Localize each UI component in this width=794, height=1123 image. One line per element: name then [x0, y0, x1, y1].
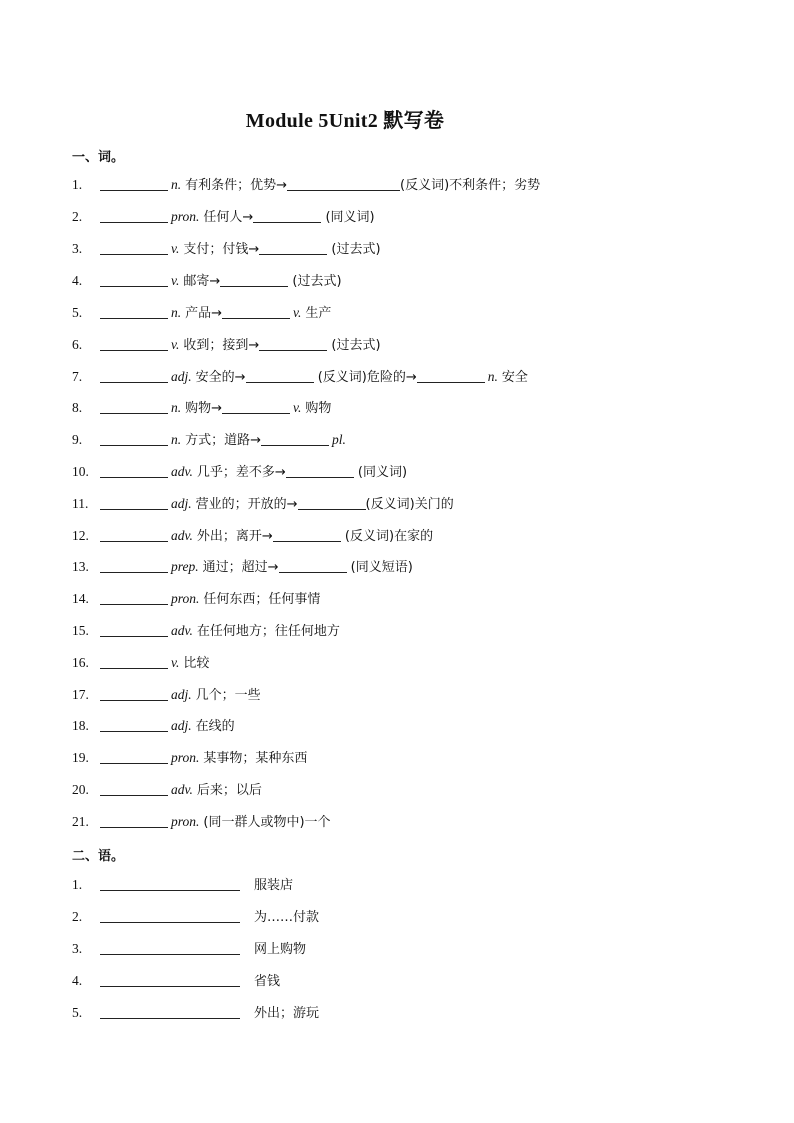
- word-item: 3. v. 支付；付钱→ (过去式): [72, 241, 381, 257]
- word-item: 18. adj. 在线的: [72, 718, 235, 734]
- answer-blank[interactable]: [100, 368, 168, 383]
- word-item: 5. n. 产品→ v. 生产: [72, 305, 332, 321]
- word-item: 8. n. 购物→ v. 购物: [72, 400, 332, 416]
- answer-blank[interactable]: [286, 463, 354, 478]
- answer-blank[interactable]: [100, 240, 168, 255]
- word-item: 13. prep. 通过；超过→ (同义短语): [72, 559, 413, 575]
- answer-blank[interactable]: [100, 781, 168, 796]
- section-heading-phrases: 二、语。: [72, 849, 125, 864]
- answer-blank[interactable]: [100, 336, 168, 351]
- phrase-item: 5. 外出；游玩: [72, 1005, 320, 1021]
- answer-blank[interactable]: [259, 240, 327, 255]
- word-item: 9. n. 方式；道路→ pl.: [72, 432, 346, 448]
- page-title: Module 5Unit2 默写卷: [245, 110, 445, 132]
- answer-blank[interactable]: [100, 176, 168, 191]
- answer-blank[interactable]: [100, 654, 168, 669]
- word-item: 17. adj. 几个；一些: [72, 687, 261, 703]
- word-item: 14. pron. 任何东西；任何事情: [72, 591, 321, 607]
- answer-blank[interactable]: [100, 972, 240, 987]
- answer-blank[interactable]: [100, 558, 168, 573]
- answer-blank[interactable]: [100, 622, 168, 637]
- word-item: 7. adj. 安全的→ (反义词)危险的→ n. 安全: [72, 369, 528, 385]
- answer-blank[interactable]: [253, 208, 321, 223]
- answer-blank[interactable]: [298, 495, 366, 510]
- answer-blank[interactable]: [100, 431, 168, 446]
- answer-blank[interactable]: [100, 495, 168, 510]
- answer-blank[interactable]: [261, 431, 329, 446]
- word-item: 20. adv. 后来；以后: [72, 782, 262, 798]
- answer-blank[interactable]: [222, 399, 290, 414]
- answer-blank[interactable]: [259, 336, 327, 351]
- answer-blank[interactable]: [100, 304, 168, 319]
- answer-blank[interactable]: [246, 368, 314, 383]
- answer-blank[interactable]: [100, 908, 240, 923]
- answer-blank[interactable]: [100, 813, 168, 828]
- word-item: 11. adj. 营业的；开放的→ (反义词)关门的: [72, 496, 454, 512]
- phrase-item: 1. 服装店: [72, 877, 294, 893]
- word-item: 19. pron. 某事物；某种东西: [72, 750, 308, 766]
- answer-blank[interactable]: [100, 527, 168, 542]
- answer-blank[interactable]: [100, 749, 168, 764]
- answer-blank[interactable]: [220, 272, 288, 287]
- answer-blank[interactable]: [417, 368, 485, 383]
- answer-blank[interactable]: [100, 1004, 240, 1019]
- phrase-item: 4. 省钱: [72, 973, 281, 989]
- answer-blank[interactable]: [100, 463, 168, 478]
- word-item: 10. adv. 几乎；差不多→ (同义词): [72, 464, 408, 480]
- phrase-item: 3. 网上购物: [72, 941, 307, 957]
- word-item: 6. v. 收到；接到→ (过去式): [72, 337, 381, 353]
- section-heading-words: 一、词。: [72, 150, 125, 165]
- answer-blank[interactable]: [100, 590, 168, 605]
- word-item: 15. adv. 在任何地方；往任何地方: [72, 623, 340, 639]
- answer-blank[interactable]: [279, 558, 347, 573]
- answer-blank[interactable]: [100, 686, 168, 701]
- word-item: 4. v. 邮寄→ (过去式): [72, 273, 342, 289]
- word-item: 16. v. 比较: [72, 655, 210, 671]
- answer-blank[interactable]: [100, 272, 168, 287]
- phrase-item: 2. 为……付款: [72, 909, 320, 925]
- answer-blank[interactable]: [287, 176, 400, 191]
- answer-blank[interactable]: [100, 717, 168, 732]
- answer-blank[interactable]: [100, 208, 168, 223]
- answer-blank[interactable]: [100, 940, 240, 955]
- answer-blank[interactable]: [100, 399, 168, 414]
- word-item: 2. pron. 任何人→ (同义词): [72, 209, 375, 225]
- word-item: 12. adv. 外出；离开→ (反义词)在家的: [72, 528, 434, 544]
- answer-blank[interactable]: [100, 876, 240, 891]
- answer-blank[interactable]: [222, 304, 290, 319]
- answer-blank[interactable]: [273, 527, 341, 542]
- word-item: 21. pron. (同一群人或物中)一个: [72, 814, 331, 830]
- word-item: 1. n. 有利条件；优势→ (反义词)不利条件；劣势: [72, 177, 541, 193]
